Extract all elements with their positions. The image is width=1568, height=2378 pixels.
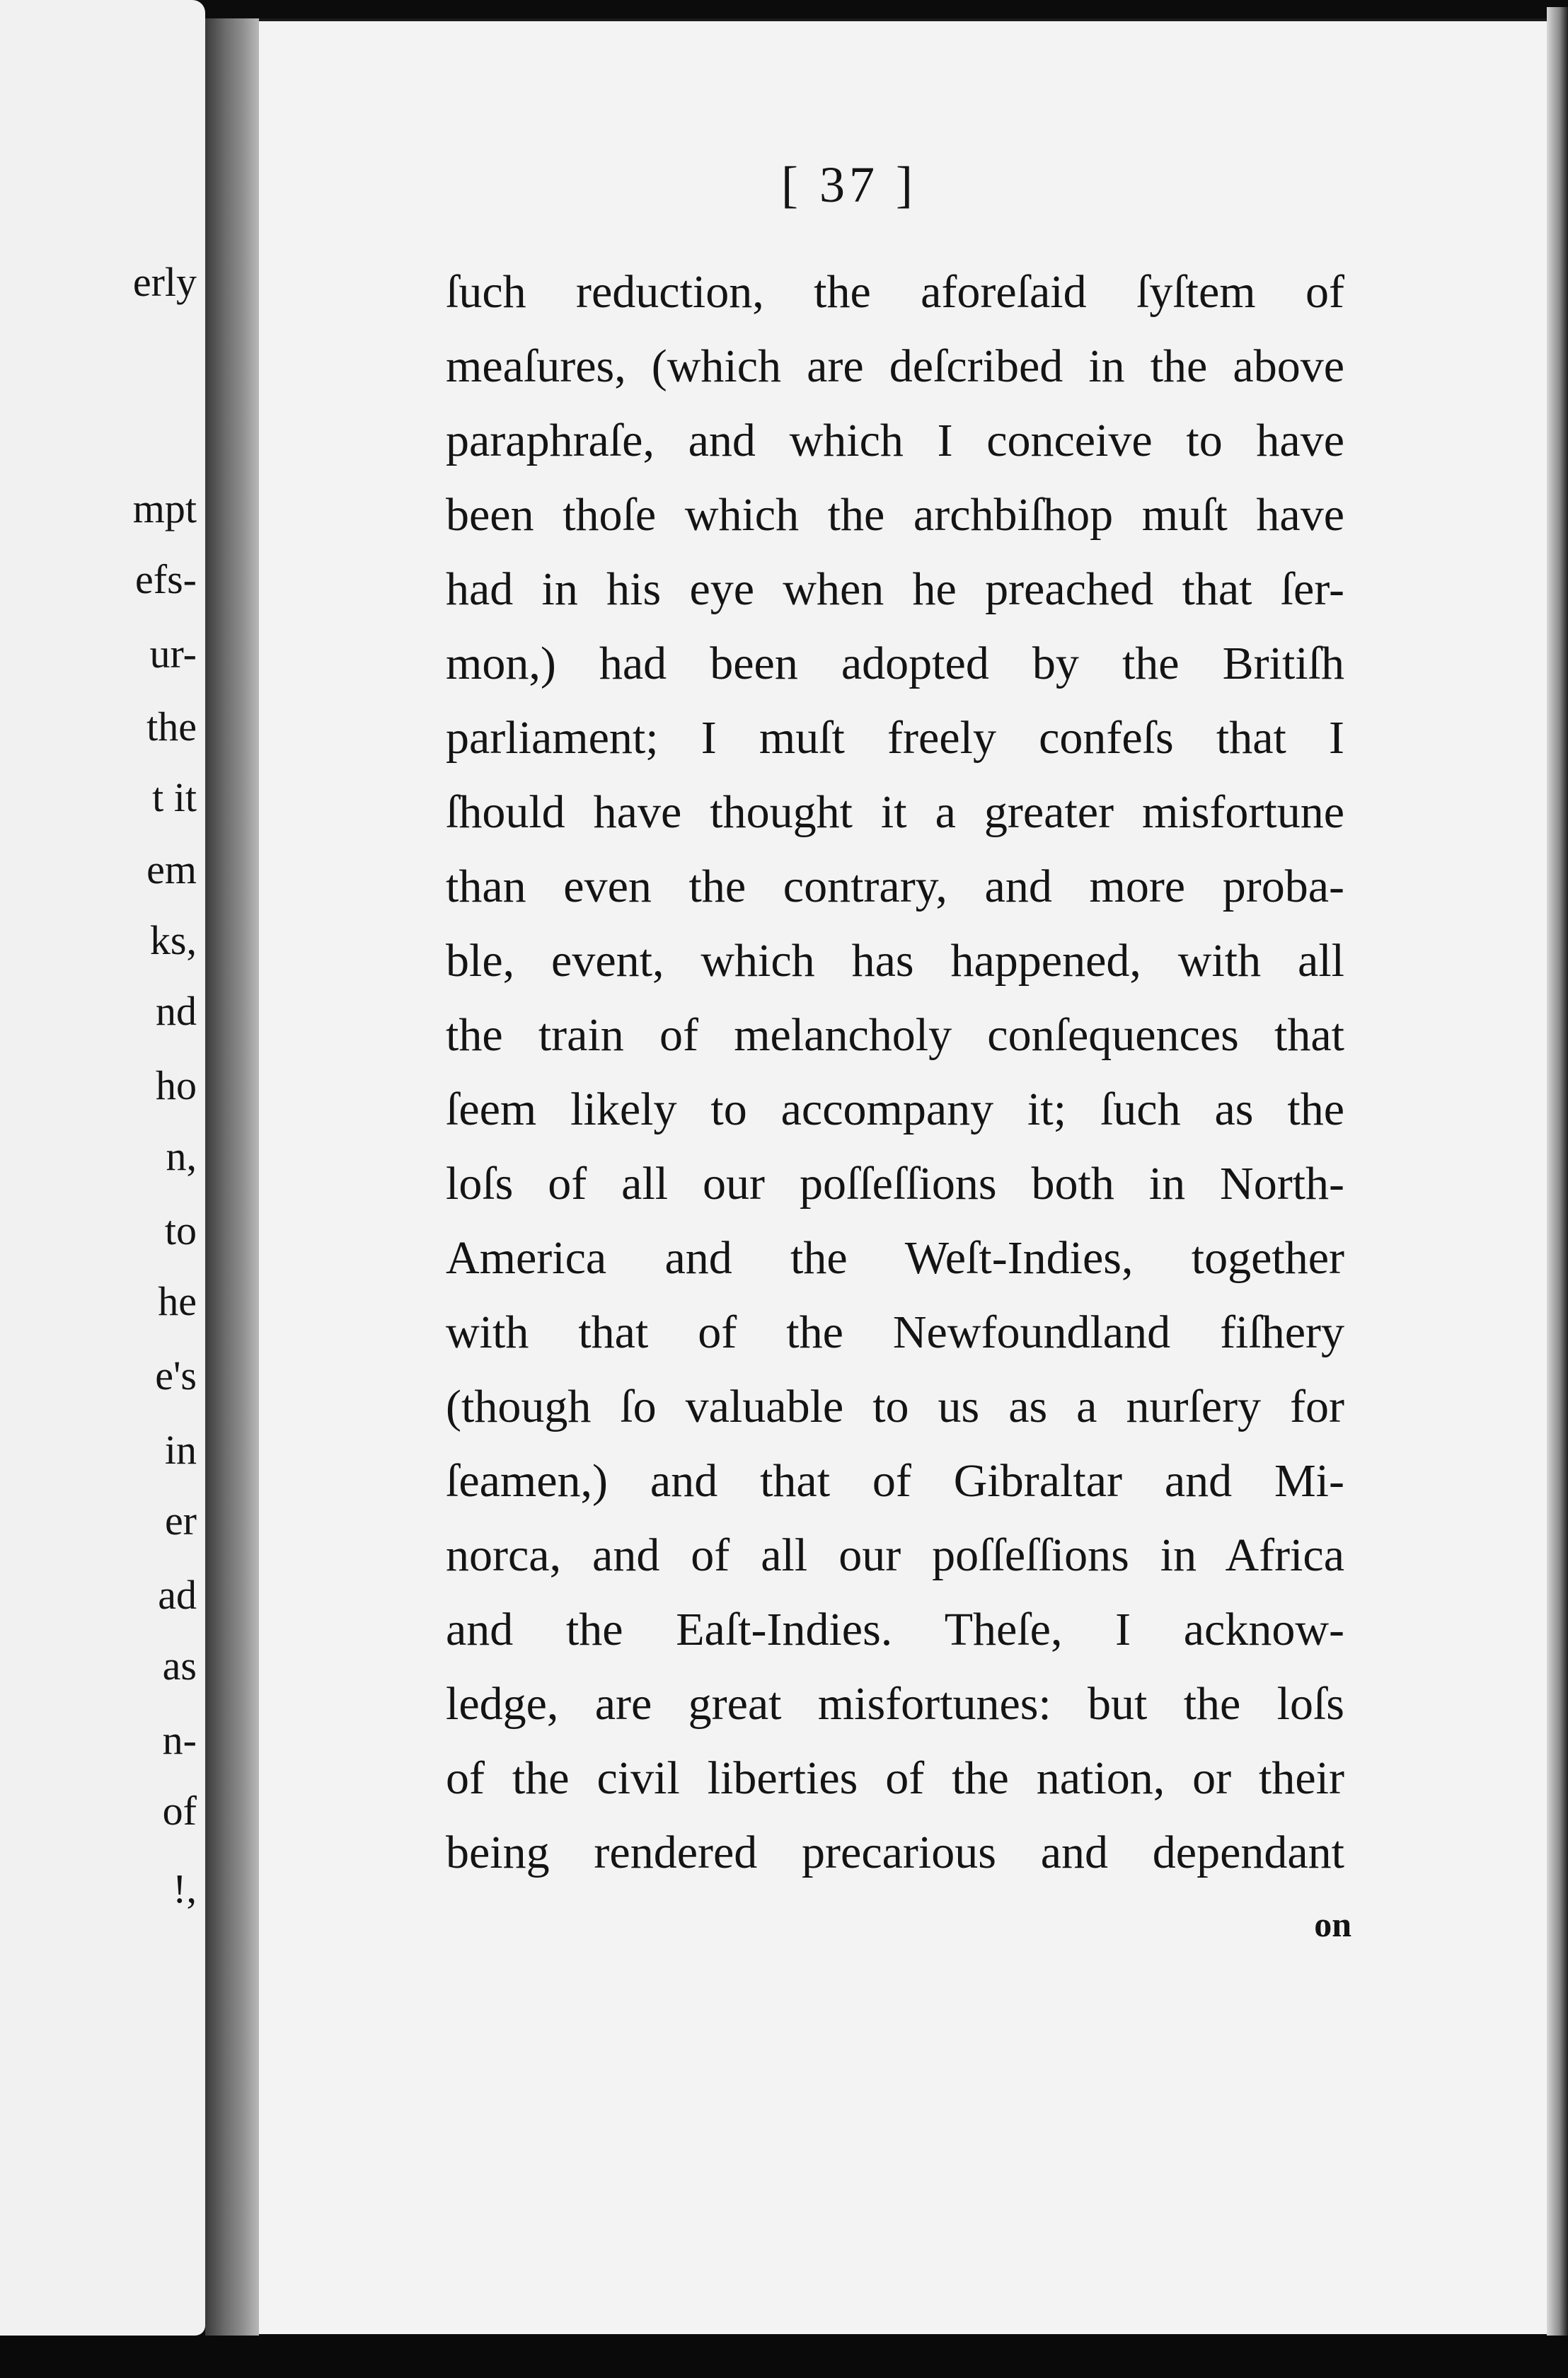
text-line: and the Eaſt-Indies. Theſe, I acknow- (446, 1604, 1344, 1655)
text-line: mon,) had been adopted by the Britiſh (446, 638, 1344, 689)
left-page-fragment: ho (156, 1062, 197, 1108)
left-page-fragment: n, (166, 1133, 197, 1179)
text-line: of the civil liberties of the nation, or their (446, 1752, 1344, 1804)
text-line: than even the contrary, and more proba- (446, 861, 1344, 912)
left-page-fragment: ur- (149, 631, 197, 677)
left-page-fragment: erly (132, 259, 197, 305)
left-page-fragment: ad (158, 1572, 197, 1618)
left-page-fragment: mpt (132, 486, 197, 532)
text-line: ſeem likely to accompany it; ſuch as the (446, 1084, 1344, 1135)
text-line: parliament; I muſt freely confeſs that I (446, 712, 1344, 764)
text-line: meaſures, (which are deſcribed in the above (446, 340, 1344, 392)
left-page-fragment: n- (162, 1717, 197, 1763)
left-page-fragment: in (164, 1427, 197, 1473)
text-line: ſhould have thought it a greater misfortune (446, 786, 1344, 838)
catchword: on (1314, 1905, 1351, 1944)
text-line: America and the Weſt-Indies, together (446, 1232, 1344, 1284)
text-line: loſs of all our poſſeſſions both in North- (446, 1158, 1344, 1210)
text-line: ble, event, which has happened, with all (446, 935, 1344, 987)
left-page-fragment: as (162, 1643, 197, 1689)
left-page-fragment: em (146, 846, 197, 892)
text-line: norca, and of all our poſſeſſions in Africa (446, 1529, 1344, 1581)
left-page-fragment: !, (173, 1866, 197, 1912)
page-right-edge (1547, 7, 1568, 2343)
scan-bottom-border (0, 2336, 1568, 2378)
text-line: been thoſe which the archbiſhop muſt have (446, 489, 1344, 541)
text-line: ſeamen,) and that of Gibraltar and Mi- (446, 1455, 1344, 1507)
left-page-fragment: nd (156, 988, 197, 1034)
left-page-fragment: the (146, 703, 197, 749)
left-page-fragment: t it (152, 774, 197, 820)
left-page-fragment: he (158, 1278, 197, 1324)
body-text (446, 255, 1344, 1890)
book-gutter-shadow (205, 18, 259, 2354)
text-line: ſuch reduction, the aforeſaid ſyſtem of (446, 266, 1344, 318)
text-line: the train of melancholy conſequences that (446, 1009, 1344, 1061)
left-facing-page (0, 0, 205, 2336)
text-line: had in his eye when he preached that ſer- (446, 563, 1344, 615)
text-line: with that of the Newfoundland fiſhery (446, 1306, 1344, 1358)
left-page-fragment: efs- (135, 556, 197, 602)
left-page-fragment: er (164, 1498, 197, 1544)
text-line: being rendered precarious and dependant (446, 1827, 1344, 1878)
left-page-fragment: e's (155, 1352, 197, 1398)
left-page-fragment: ks, (149, 917, 197, 963)
left-page-fragment: to (164, 1207, 197, 1253)
page-number: [ 37 ] (781, 156, 917, 213)
text-line: paraphraſe, and which I conceive to have (446, 415, 1344, 466)
text-line: (though ſo valuable to us as a nurſery for (446, 1381, 1344, 1432)
left-page-fragment: of (162, 1788, 197, 1834)
text-line: ledge, are great misfortunes: but the loſs (446, 1678, 1344, 1730)
